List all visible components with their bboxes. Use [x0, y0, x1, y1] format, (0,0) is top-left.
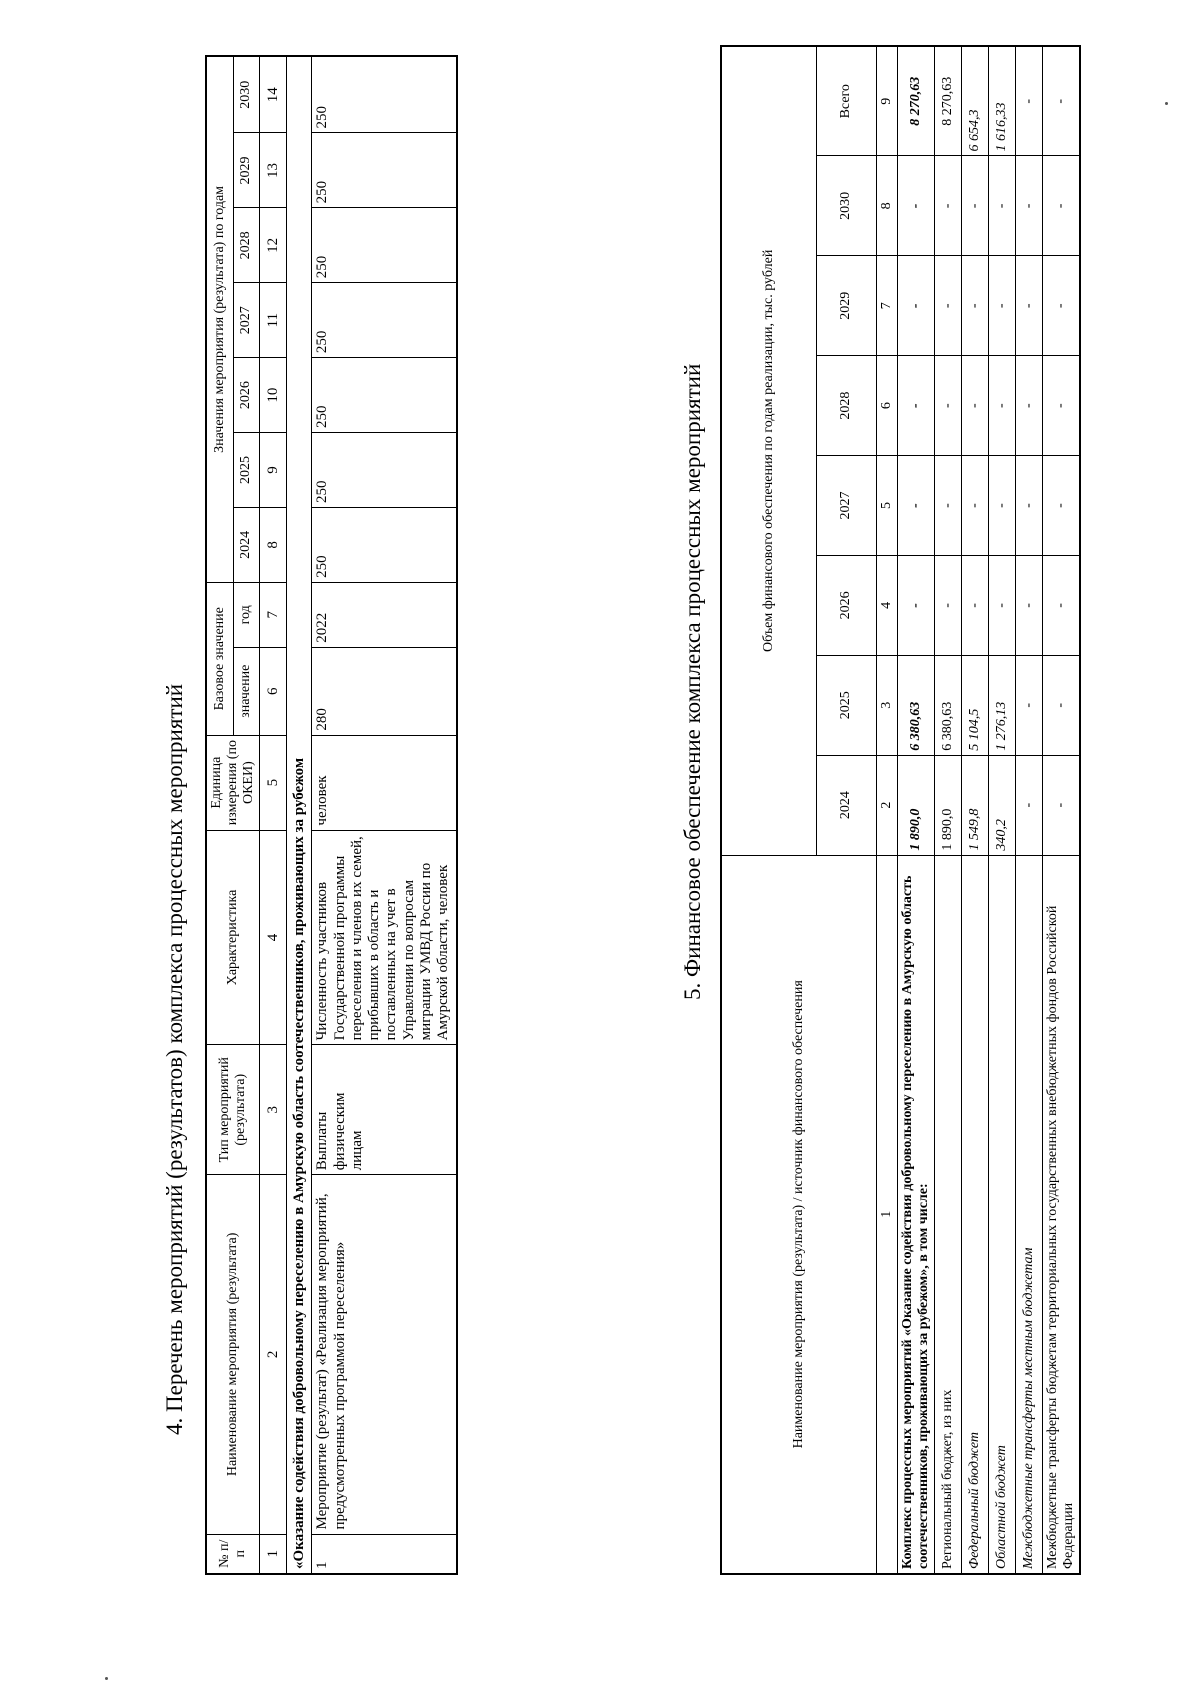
header-total: Всего [817, 46, 877, 156]
table-row [962, 46, 989, 1574]
column-number: 5 [877, 456, 898, 556]
row-value: - [898, 156, 935, 256]
header-characteristic: Характеристика [206, 830, 260, 1045]
row-value: - [935, 156, 962, 256]
header-year: 2028 [817, 356, 877, 456]
table-row [935, 46, 962, 1574]
row-value: - [935, 256, 962, 356]
row-value: - [989, 555, 1016, 655]
row-num: 1 [312, 1534, 458, 1574]
header-year: 2025 [817, 655, 877, 755]
row-name: Комплекс процессных мероприятий «Оказание содействия добровольному переселению в Амурскую область соотечественников, проживающих за рубежом», в том числе: [898, 855, 935, 1574]
header-year: 2029 [817, 256, 877, 356]
table-row [1016, 46, 1043, 1574]
column-number: 1 [877, 855, 898, 1574]
section-4-title: 4. Перечень мероприятий (результатов) комплекса процессных мероприятий [162, 683, 187, 1435]
header-num: № п/п [206, 1534, 260, 1574]
row-value: - [898, 456, 935, 556]
column-number: 6 [877, 356, 898, 456]
row-value: - [1016, 456, 1043, 556]
row-value: - [1043, 456, 1081, 556]
header-base: Базовое значение [206, 582, 233, 735]
row-value: - [962, 456, 989, 556]
row-year-value: 250 [312, 433, 458, 508]
column-number: 13 [260, 133, 287, 208]
section-5-title: 5. Финансовое обеспечение комплекса процессных мероприятий [680, 363, 705, 1000]
column-number: 10 [260, 358, 287, 433]
row-value: - [989, 256, 1016, 356]
table-row [312, 56, 458, 1574]
scan-speck [1165, 102, 1168, 105]
row-value: - [898, 256, 935, 356]
header-values-by-year: Значения мероприятия (результата) по годам [206, 56, 233, 582]
header-year: 2028 [233, 208, 260, 283]
row-value: 1 890,0 [935, 755, 962, 855]
column-number: 4 [260, 830, 287, 1045]
scan-speck [105, 1677, 108, 1680]
header-base-value: значение [233, 647, 260, 735]
header-year: 2024 [233, 507, 260, 582]
row-value: - [962, 156, 989, 256]
column-number: 14 [260, 56, 287, 133]
row-year-value: 250 [312, 133, 458, 208]
row-value: 340,2 [989, 755, 1016, 855]
row-unit: человек [312, 735, 458, 830]
row-value: - [989, 356, 1016, 456]
column-number: 3 [260, 1045, 287, 1175]
header-year: 2026 [233, 358, 260, 433]
row-year-value: 250 [312, 56, 458, 133]
row-value: 1 616,33 [989, 46, 1016, 156]
column-number: 6 [260, 647, 287, 735]
column-number: 2 [260, 1175, 287, 1534]
row-value: 1 276,13 [989, 655, 1016, 755]
row-value: - [898, 555, 935, 655]
row-type: Выплаты физическим лицам [312, 1045, 458, 1175]
header-name: Наименование мероприятия (результата) [206, 1175, 260, 1534]
row-value: 8 270,63 [935, 46, 962, 156]
table-row [898, 46, 935, 1574]
row-name: Областной бюджет [989, 855, 1016, 1574]
row-value: - [989, 156, 1016, 256]
row-value: - [962, 356, 989, 456]
column-number: 8 [260, 507, 287, 582]
row-year-value: 250 [312, 283, 458, 358]
row-value: 1 549,8 [962, 755, 989, 855]
row-value: 6 380,63 [935, 655, 962, 755]
row-value: - [898, 356, 935, 456]
activities-table [205, 55, 458, 1575]
row-value: - [935, 456, 962, 556]
header-type: Тип мероприятий (результата) [206, 1045, 260, 1175]
row-value: 6 380,63 [898, 655, 935, 755]
row-value: - [935, 356, 962, 456]
row-name: Федеральный бюджет [962, 855, 989, 1574]
financing-table [720, 45, 1081, 1575]
row-value: 5 104,5 [962, 655, 989, 755]
column-number: 8 [877, 156, 898, 256]
row-value: - [989, 456, 1016, 556]
header-year: 2027 [233, 283, 260, 358]
column-number: 2 [877, 755, 898, 855]
row-value: - [1043, 755, 1081, 855]
header-volume: Объем финансового обеспечения по годам реализации, тыс. рублей [721, 46, 817, 855]
header-unit: Единица измерения (по ОКЕИ) [206, 735, 260, 830]
column-number: 7 [260, 582, 287, 647]
row-year-value: 250 [312, 507, 458, 582]
column-number: 3 [877, 655, 898, 755]
row-name: Мероприятие (результат) «Реализация мероприятий, предусмотренных программой переселения» [312, 1175, 458, 1534]
column-number: 12 [260, 208, 287, 283]
column-number: 1 [260, 1534, 287, 1574]
table-row [989, 46, 1016, 1574]
row-value: - [1043, 156, 1081, 256]
row-name: Межбюджетные трансферты местным бюджетам [1016, 855, 1043, 1574]
row-value: - [1016, 156, 1043, 256]
row-value: - [1016, 356, 1043, 456]
column-number: 11 [260, 283, 287, 358]
row-year-value: 250 [312, 208, 458, 283]
column-number: 9 [260, 433, 287, 508]
column-number: 9 [877, 46, 898, 156]
header-year: 2026 [817, 555, 877, 655]
column-number: 5 [260, 735, 287, 830]
row-value: 1 890,0 [898, 755, 935, 855]
row-characteristic: Численность участников Государственной программы переселения и членов их семей, прибывших в область и поставленных на учет в Управлении по вопросам миграции УМВД России по Амурской области, человек [312, 830, 458, 1045]
row-year-value: 250 [312, 358, 458, 433]
row-base-year: 2022 [312, 582, 458, 647]
row-value: - [1016, 555, 1043, 655]
row-value: - [935, 555, 962, 655]
header-year: 2029 [233, 133, 260, 208]
header-year: 2030 [817, 156, 877, 256]
row-value: - [962, 555, 989, 655]
column-number: 4 [877, 555, 898, 655]
row-value: - [962, 256, 989, 356]
header-year: 2024 [817, 755, 877, 855]
section-row: «Оказание содействия добровольному переселению в Амурскую область соотечественников, проживающих за рубежом [287, 56, 312, 1574]
row-value: 8 270,63 [898, 46, 935, 156]
row-value: - [1043, 256, 1081, 356]
header-fin-name: Наименование мероприятия (результата) / источник финансового обеспечения [721, 855, 877, 1574]
row-value: - [1043, 655, 1081, 755]
column-number: 7 [877, 256, 898, 356]
row-value: - [1043, 555, 1081, 655]
row-value: - [1016, 46, 1043, 156]
header-year: 2025 [233, 433, 260, 508]
row-base-value: 280 [312, 647, 458, 735]
row-value: - [1043, 356, 1081, 456]
header-year: 2030 [233, 56, 260, 133]
row-value: 6 654,3 [962, 46, 989, 156]
row-name: Межбюджетные трансферты бюджетам территориальных государственных внебюджетных фондов Российской Федерации [1043, 855, 1081, 1574]
row-value: - [1016, 755, 1043, 855]
row-value: - [1016, 655, 1043, 755]
table-row [1043, 46, 1081, 1574]
row-name: Региональный бюджет, из них [935, 855, 962, 1574]
header-base-year: год [233, 582, 260, 647]
row-value: - [1043, 46, 1081, 156]
header-year: 2027 [817, 456, 877, 556]
row-value: - [1016, 256, 1043, 356]
